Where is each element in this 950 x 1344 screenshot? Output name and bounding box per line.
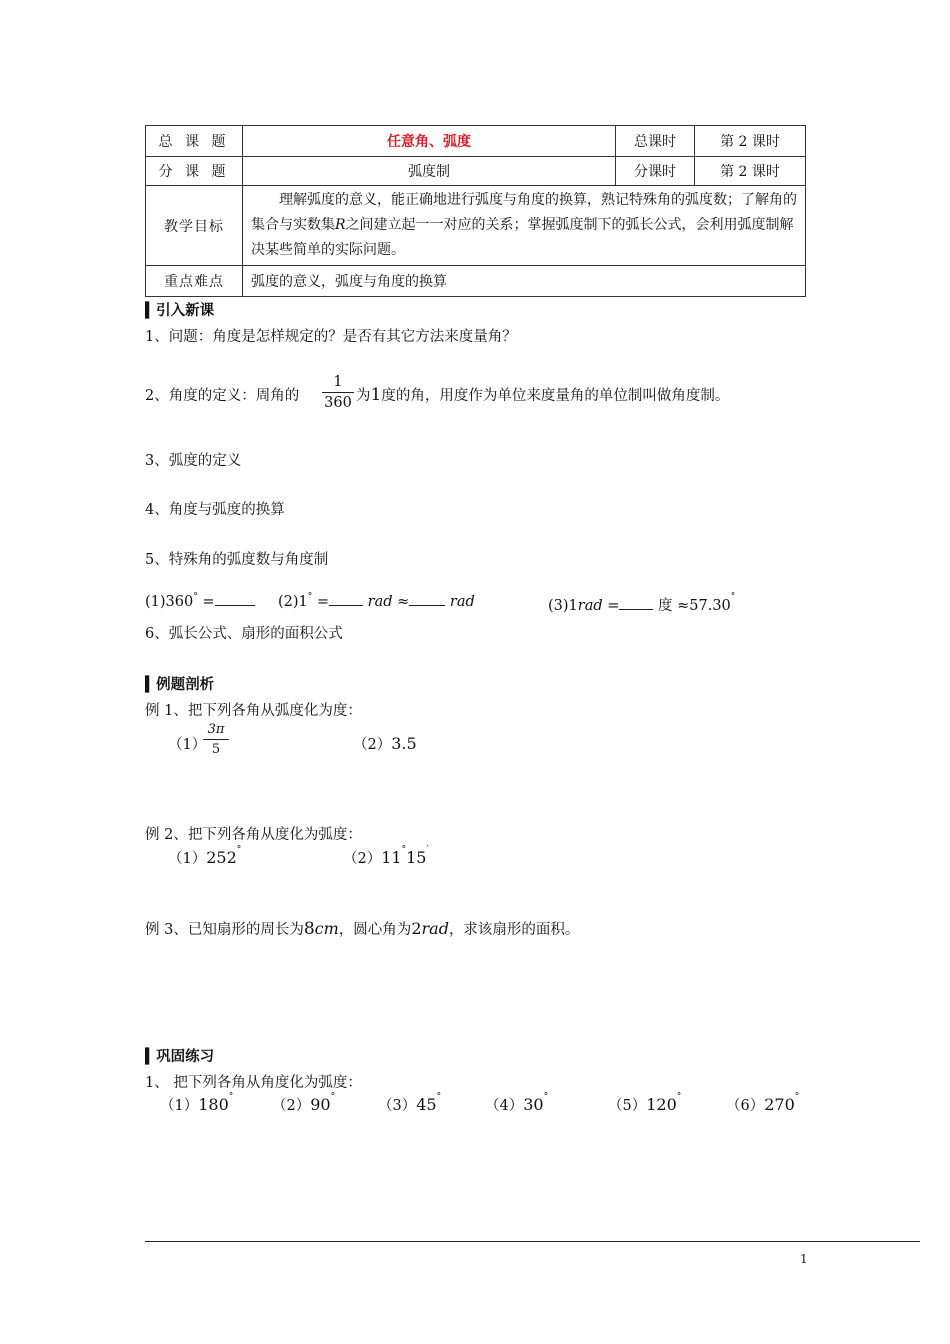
fraction-3pi-over-5: 3π 5 [203,722,229,757]
key-points-text: 弧度的意义，弧度与角度的换算 [243,266,806,297]
teaching-goal-label: 教学目标 [146,186,243,266]
section-practice-heading: ▍巩固练习 [145,1048,215,1065]
page-number: 1 [800,1252,808,1266]
example-1-b: （2）3.5 [353,734,417,753]
practice-item: （5）120° [608,1092,682,1114]
total-topic-label: 总 课 题 [146,126,243,157]
sub-topic-title: 弧度制 [243,157,616,186]
practice-item: （3）45° [378,1092,442,1114]
lesson-info-table [145,125,806,297]
practice-item: （6）270° [726,1092,800,1114]
question-2-rest: 为1度的角，用度作为单位来度量角的单位制叫做角度制。 [356,385,730,405]
formula-3: (3)1rad = 度 ≈57.30° [548,592,736,614]
example-2-b: （2）11°15′ [343,845,429,867]
question-5: 5、特殊角的弧度数与角度制 [145,552,329,568]
sub-hours-value: 第 2 课时 [695,157,806,186]
total-hours-label: 总课时 [616,126,695,157]
question-6: 6、弧长公式、扇形的面积公式 [145,626,343,642]
formula-2: (2)1° = rad ≈ rad [278,592,475,610]
question-3: 3、弧度的定义 [145,453,242,469]
practice-1: 1、 把下列各角从角度化为弧度： [145,1075,362,1091]
practice-item: （1）180° [160,1092,234,1114]
practice-item: （4）30° [485,1092,549,1114]
key-points-label: 重点难点 [146,266,243,297]
section-examples-heading: ▍例题剖析 [145,676,215,693]
sub-hours-label: 分课时 [616,157,695,186]
section-intro-heading: ▍引入新课 [145,302,215,319]
example-2-a: （1）252° [168,845,242,867]
question-2: 2、角度的定义：周角的 [145,388,300,404]
example-3: 例 3、已知扇形的周长为8cm，圆心角为2rad，求该扇形的面积。 [145,919,580,939]
practice-item: （2）90° [272,1092,336,1114]
sub-topic-label: 分 课 题 [146,157,243,186]
fraction-one-over-360: 1 360 [322,374,354,411]
question-4: 4、角度与弧度的换算 [145,502,285,518]
total-hours-value: 第 2 课时 [695,126,806,157]
footer-divider [145,1241,920,1242]
example-2: 例 2、把下列各角从度化为弧度： [145,827,362,843]
formula-1: (1)360° = [145,594,255,610]
question-1: 1、问题：角度是怎样规定的？是否有其它方法来度量角？ [145,329,517,345]
example-1-a-tag: （1） [168,737,207,753]
lesson-title: 任意角、弧度 [243,126,616,157]
example-1: 例 1、把下列各角从弧度化为度： [145,703,362,719]
teaching-goal-text: 理解弧度的意义，能正确地进行弧度与角度的换算，熟记特殊角的弧度数；了解角的集合与实数集R之间建立起一一对应的关系；掌握弧度制下的弧长公式，会利用弧度制解决某些简单的实际问题。 [243,186,806,266]
